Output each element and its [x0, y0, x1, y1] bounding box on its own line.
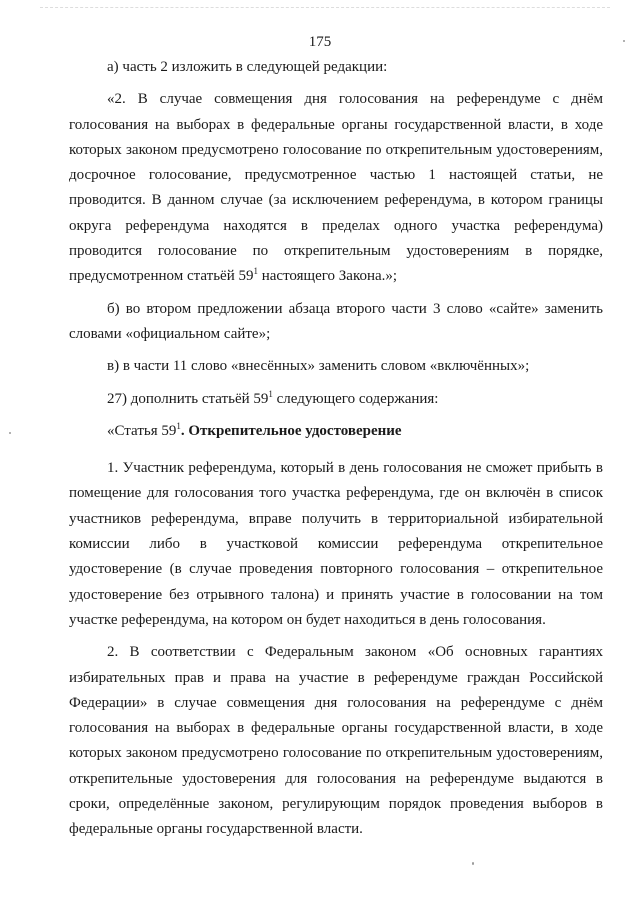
superscript: 1 — [268, 388, 273, 399]
article-clause-2: 2. В соответствии с Федеральным законом «Об основных гарантиях избирательных прав и права на участие в референдуме граждан Российской Федерации» в случае совмещения дня голосования на референдуме с днём голосования на выборах в федеральные органы государственной власти, в ходе которых законом предусмотрено голосование по открепительным удостоверениям, открепительные удостоверения для голосования на референдуме выдаются в сроки, определённые законом, регулирующим порядок проведения выборов в федеральные органы государственной власти. — [69, 644, 603, 838]
document-body — [69, 55, 603, 843]
page-number: 175 — [308, 34, 332, 50]
article-clause-1: 1. Участник референдума, который в день голосования не сможет прибыть в помещение для голосования того участка референдума, где он включён в список участников референдума, вправе получить в территориальной избирательной комиссии либо в участковой комиссии референдума открепительное удостоверение (в случае проведения повторного голосования – открепительное удостоверение без отрывного талона) и принять участие в голосовании на том участке референдума, на котором он будет находиться в день голосования. — [69, 460, 603, 628]
scan-speck — [9, 432, 11, 434]
scan-speck — [472, 862, 474, 865]
superscript: 1 — [176, 420, 181, 431]
amendment-text-tail: настоящего Закона.»; — [257, 268, 398, 285]
paragraph-item-a: а) часть 2 изложить в следующей редакции: — [107, 59, 388, 75]
article-heading-title: . Открепительное удостоверение — [180, 422, 402, 439]
paragraph-amendment-part-2 — [69, 87, 603, 289]
item-27-text-tail: следующего содержания: — [272, 390, 439, 407]
item-27-text: 27) дополнить статьёй 59 — [107, 390, 269, 407]
superscript: 1 — [253, 266, 258, 277]
scan-artifact-line — [40, 7, 610, 9]
paragraph-item-c: в) в части 11 слово «внесённых» заменить словом «включённых»; — [107, 358, 530, 375]
paragraph-item-27 — [69, 387, 603, 412]
article-heading-prefix: «Статья 59 — [107, 422, 177, 439]
article-heading — [69, 419, 603, 444]
paragraph-item-b: б) во втором предложении абзаца второго части 3 слово «сайте» заменить словами «официальном сайте»; — [69, 300, 603, 342]
amendment-text: «2. В случае совмещения дня голосования на референдуме с днём голосования на выборах в федеральные органы государственной власти, в ходе которых законом предусмотрено голосование по открепительным удостоверениям, досрочное голосование, предусмотренное частью 1 настоящей статьи, не проводится. В данном случае (за исключением референдума, в котором границы округа референдума находятся в пределах одного участка референдума) проводится голосование по открепительным удостоверениям в порядке, предусмотренном статьёй 59 — [69, 91, 603, 285]
